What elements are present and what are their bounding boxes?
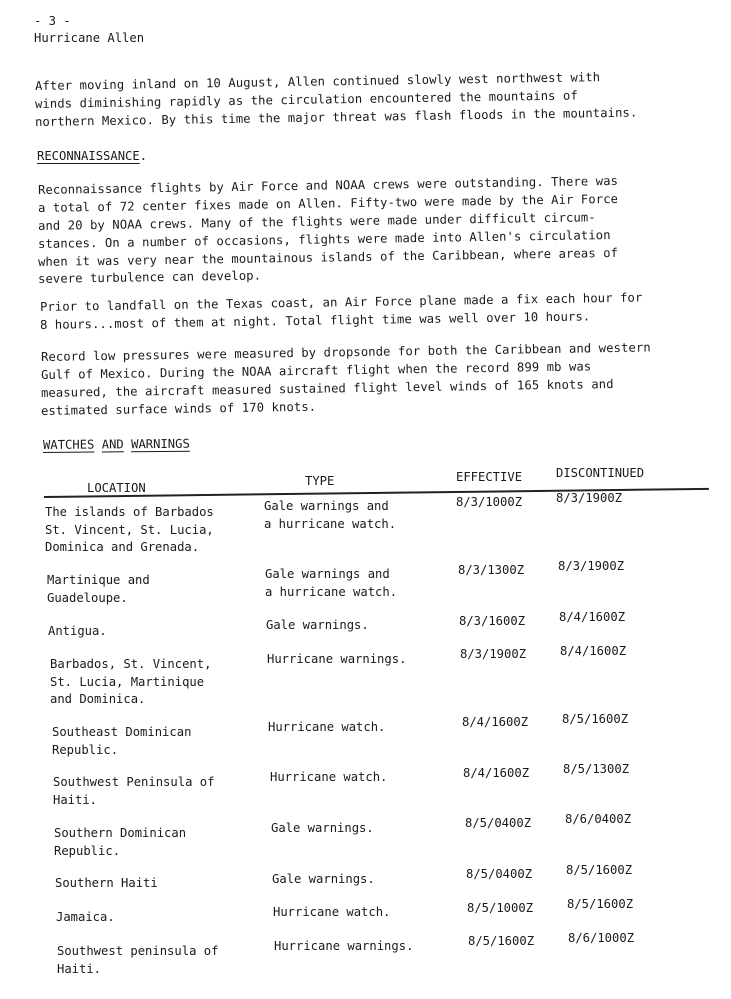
type-cell	[273, 904, 390, 922]
location-line: Haiti.	[53, 792, 98, 807]
location-cell	[47, 572, 150, 607]
location-line: Antigua.	[48, 624, 107, 638]
type-line: Gale warnings and	[265, 567, 390, 581]
effective-cell: 8/5/1000Z	[467, 901, 534, 915]
effective-cell: 8/3/1600Z	[459, 614, 526, 628]
paragraph-line: Prior to landfall on the Texas coast, an Air Force plane made a fix each hour for	[39, 290, 643, 314]
document-title: Hurricane Allen	[34, 31, 145, 45]
location-line: Republic.	[52, 742, 119, 757]
paragraph-line: and 20 by NOAA crews. Many of the flights were made under difficult circum-	[37, 210, 596, 233]
location-line: Haiti.	[57, 961, 102, 976]
type-line: Hurricane watch.	[273, 905, 391, 919]
location-line: Republic.	[54, 843, 121, 858]
paragraph-line: Reconnaissance flights by Air Force and NOAA crews were outstanding. There was	[37, 173, 619, 197]
section-heading-reconnaissance	[37, 149, 147, 163]
location-cell	[57, 943, 218, 978]
paragraph-line: Record low pressures were measured by dropsonde for both the Caribbean and western	[40, 340, 651, 364]
paragraph-line: estimated surface winds of 170 knots.	[40, 399, 317, 418]
paragraph-line: winds diminishing rapidly as the circulation encountered the mountains of	[34, 88, 578, 111]
location-line: Southern Dominican	[54, 826, 187, 840]
type-cell	[271, 820, 374, 838]
discontinued-cell: 8/3/1900Z	[556, 491, 623, 505]
heading-period: .	[139, 149, 148, 163]
effective-cell: 8/3/1900Z	[460, 647, 527, 661]
column-header-location: LOCATION	[87, 481, 146, 495]
location-line: and Dominica.	[50, 692, 146, 706]
section-heading-watches-warnings	[43, 437, 190, 452]
heading-text: RECONNAISSANCE	[37, 149, 140, 163]
paragraph-line: 8 hours...most of them at night. Total flight time was well over 10 hours.	[39, 309, 591, 332]
paragraph-line: northern Mexico. By this time the major threat was flash floods in the mountains.	[34, 105, 638, 129]
heading-word: WARNINGS	[131, 436, 190, 452]
location-cell	[54, 825, 186, 860]
paragraph-line: a total of 72 center fixes made on Allen. Fifty-two were made by the Air Force	[37, 191, 619, 215]
discontinued-cell: 8/4/1600Z	[560, 644, 627, 658]
discontinued-cell: 8/5/1600Z	[562, 712, 629, 726]
type-cell	[267, 651, 406, 669]
location-cell	[50, 656, 211, 709]
discontinued-cell: 8/5/1600Z	[567, 897, 634, 911]
column-header-discontinued: DISCONTINUED	[556, 466, 645, 480]
type-cell	[264, 498, 396, 533]
location-line: Guadeloupe.	[47, 590, 128, 605]
paragraph-line: severe turbulence can develop.	[37, 268, 262, 286]
type-line: Gale warnings.	[272, 872, 375, 886]
type-cell	[268, 719, 385, 737]
paragraph-line: After moving inland on 10 August, Allen continued slowly west northwest with	[34, 70, 601, 93]
location-line: Martinique and	[47, 573, 150, 587]
effective-cell: 8/4/1600Z	[463, 766, 530, 780]
type-line: Hurricane warnings.	[274, 939, 414, 953]
type-cell	[272, 871, 375, 889]
type-cell	[266, 617, 369, 635]
location-cell	[55, 875, 158, 893]
location-cell	[53, 774, 214, 809]
location-line: Southern Haiti	[55, 876, 158, 890]
location-line: St. Lucia, Martinique	[50, 674, 205, 689]
location-cell	[45, 504, 214, 557]
effective-cell: 8/5/0400Z	[466, 867, 533, 881]
discontinued-cell: 8/3/1900Z	[558, 559, 625, 573]
heading-word: AND	[101, 437, 124, 452]
type-line: Gale warnings and	[264, 499, 389, 513]
location-line: Southwest Peninsula of	[53, 775, 215, 789]
effective-cell: 8/4/1600Z	[462, 715, 529, 729]
effective-cell: 8/3/1000Z	[456, 495, 523, 509]
effective-cell: 8/5/0400Z	[465, 816, 532, 830]
location-cell	[56, 909, 115, 927]
type-cell	[265, 566, 397, 601]
type-line: Gale warnings.	[266, 618, 369, 632]
type-line: Hurricane warnings.	[267, 652, 407, 666]
paragraph-line: when it was very near the mountainous islands of the Caribbean, where areas of	[37, 245, 619, 269]
discontinued-cell: 8/6/0400Z	[565, 812, 632, 826]
type-line: a hurricane watch.	[265, 584, 398, 599]
location-line: Jamaica.	[56, 910, 115, 924]
location-cell	[52, 724, 191, 759]
discontinued-cell: 8/5/1300Z	[563, 762, 630, 776]
heading-word: WATCHES	[42, 437, 95, 452]
type-line: Gale warnings.	[271, 821, 374, 835]
location-line: Southeast Dominican	[52, 725, 192, 739]
discontinued-cell: 8/4/1600Z	[559, 610, 626, 624]
paragraph-line: Gulf of Mexico. During the NOAA aircraft flight when the record 899 mb was	[40, 359, 592, 382]
effective-cell: 8/5/1600Z	[468, 934, 535, 948]
location-line: Southwest peninsula of	[57, 944, 219, 958]
type-line: Hurricane watch.	[270, 770, 388, 784]
location-line: St. Vincent, St. Lucia,	[45, 522, 214, 537]
discontinued-cell: 8/6/1000Z	[568, 931, 635, 945]
location-cell	[48, 623, 107, 641]
type-line: a hurricane watch.	[264, 516, 397, 531]
location-line: Dominica and Grenada.	[45, 540, 200, 554]
type-cell	[274, 938, 413, 956]
location-line: Barbados, St. Vincent,	[50, 657, 212, 671]
type-cell	[270, 769, 387, 787]
paragraph-line: stances. On a number of occasions, flights were made into Allen's circulation	[37, 228, 611, 251]
column-header-effective: EFFECTIVE	[456, 470, 523, 484]
effective-cell: 8/3/1300Z	[458, 563, 525, 577]
column-header-type: TYPE	[305, 474, 335, 488]
paragraph-line: measured, the aircraft measured sustained flight level winds of 165 knots and	[40, 377, 614, 400]
type-line: Hurricane watch.	[268, 720, 386, 734]
page-number: - 3 -	[34, 14, 71, 28]
discontinued-cell: 8/5/1600Z	[566, 863, 633, 877]
location-line: The islands of Barbados	[45, 505, 214, 519]
